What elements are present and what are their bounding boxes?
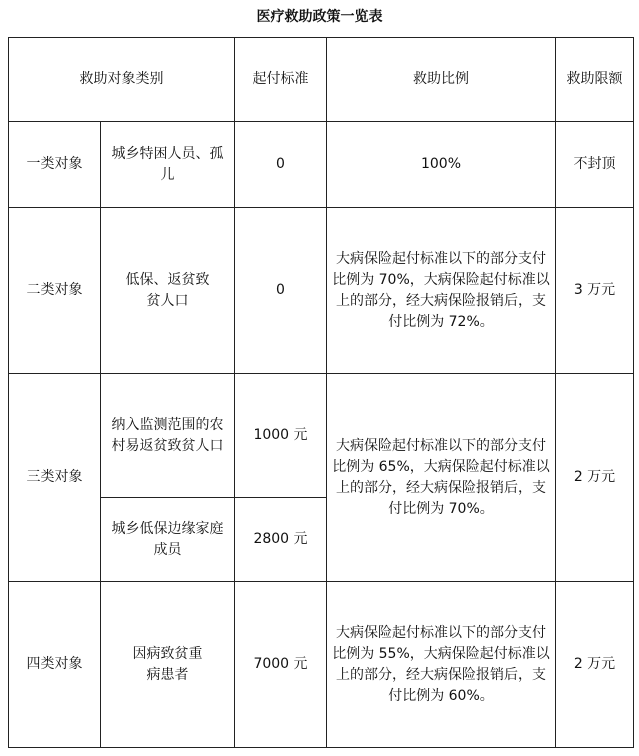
ratio-cell: 大病保险起付标准以下的部分支付比例为 55%，大病保险起付标准以上的部分，经大病保险报销后，支付比例为 60%。 xyxy=(327,582,556,748)
class-cell: 二类对象 xyxy=(9,208,101,374)
header-row xyxy=(9,38,634,122)
class-cell: 四类对象 xyxy=(9,582,101,748)
policy-table xyxy=(8,37,634,748)
limit-cell: 不封顶 xyxy=(556,122,634,208)
table-row-class2 xyxy=(9,208,634,374)
page-title: 医疗救助政策一览表 xyxy=(256,9,383,25)
group-cell: 因病致贫重病患者 xyxy=(101,582,235,748)
table-row-class3 xyxy=(9,374,634,498)
header-threshold: 起付标准 xyxy=(235,38,327,122)
ratio-cell: 大病保险起付标准以下的部分支付比例为 65%，大病保险起付标准以上的部分，经大病保险报销后，支付比例为 70%。 xyxy=(327,374,556,582)
table-row-class1 xyxy=(9,122,634,208)
header-category: 救助对象类别 xyxy=(9,38,235,122)
header-limit: 救助限额 xyxy=(556,38,634,122)
ratio-cell: 大病保险起付标准以下的部分支付比例为 70%，大病保险起付标准以上的部分，经大病保险报销后，支付比例为 72%。 xyxy=(327,208,556,374)
threshold-cell: 0 xyxy=(235,208,327,374)
group-cell: 城乡低保边缘家庭成员 xyxy=(101,498,235,582)
threshold-cell: 7000 元 xyxy=(235,582,327,748)
group-cell: 低保、返贫致贫人口 xyxy=(101,208,235,374)
limit-cell: 2 万元 xyxy=(556,374,634,582)
threshold-cell: 1000 元 xyxy=(235,374,327,498)
threshold-cell: 0 xyxy=(235,122,327,208)
limit-cell: 2 万元 xyxy=(556,582,634,748)
ratio-cell: 100% xyxy=(327,122,556,208)
class-cell: 三类对象 xyxy=(9,374,101,582)
threshold-cell: 2800 元 xyxy=(235,498,327,582)
class-cell: 一类对象 xyxy=(9,122,101,208)
group-cell: 纳入监测范围的农村易返贫致贫人口 xyxy=(101,374,235,498)
header-ratio: 救助比例 xyxy=(327,38,556,122)
limit-cell: 3 万元 xyxy=(556,208,634,374)
table-row-class4 xyxy=(9,582,634,748)
group-cell: 城乡特困人员、孤儿 xyxy=(101,122,235,208)
